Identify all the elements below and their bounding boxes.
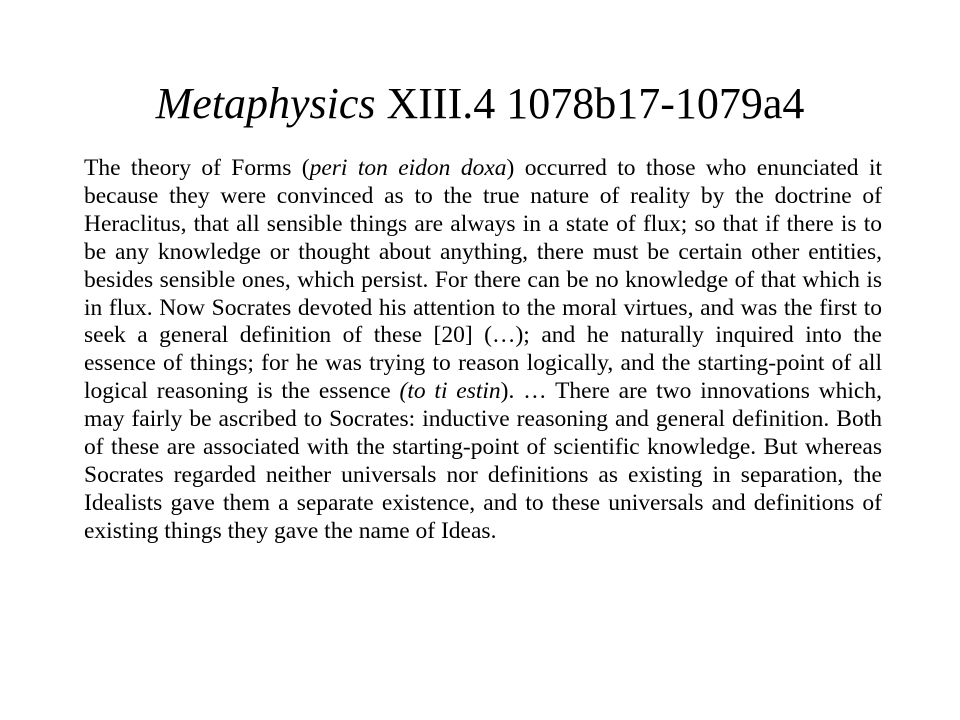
text-segment-italic: peri ton eidon doxa [309, 155, 507, 181]
slide-title [0, 74, 960, 134]
quotation-paragraph [84, 155, 882, 546]
text-segment-italic: (to ti estin [399, 378, 501, 405]
text-segment: ). … There are two innovations which, may fairly be ascribed to Socrates: inductive reasoning and general definition. Both of these are associated with the starting-point of scientific knowledge. But whereas Socrates regarded neither universals nor definitions as existing in separation, the Idealists gave them a separate existence, and to these universals and definitions of existing things they gave the name of Ideas. [84, 378, 882, 544]
title-reference: XIII.4 1078b17-1079a4 [375, 79, 805, 128]
text-segment: The theory of Forms ( [84, 155, 310, 181]
title-work-name: Metaphysics [155, 79, 376, 128]
text-segment: ) occurred to those who enunciated it because they were convinced as to the true nature of reality by the doctrine of Heraclitus, that all sensible things are always in a state of flux; so that if there is to be any knowledge or thought about anything, there must be certain other entities, besides sensible ones, which persist. For there can be no knowledge of that which is in flux. Now Socrates devoted his attention to the moral virtues, and was the first to seek a general definition of these [20] (…); and he naturally inquired into the essence of things; for he was trying to reason logically, and the starting-point of all logical reasoning is the essence [84, 155, 882, 405]
